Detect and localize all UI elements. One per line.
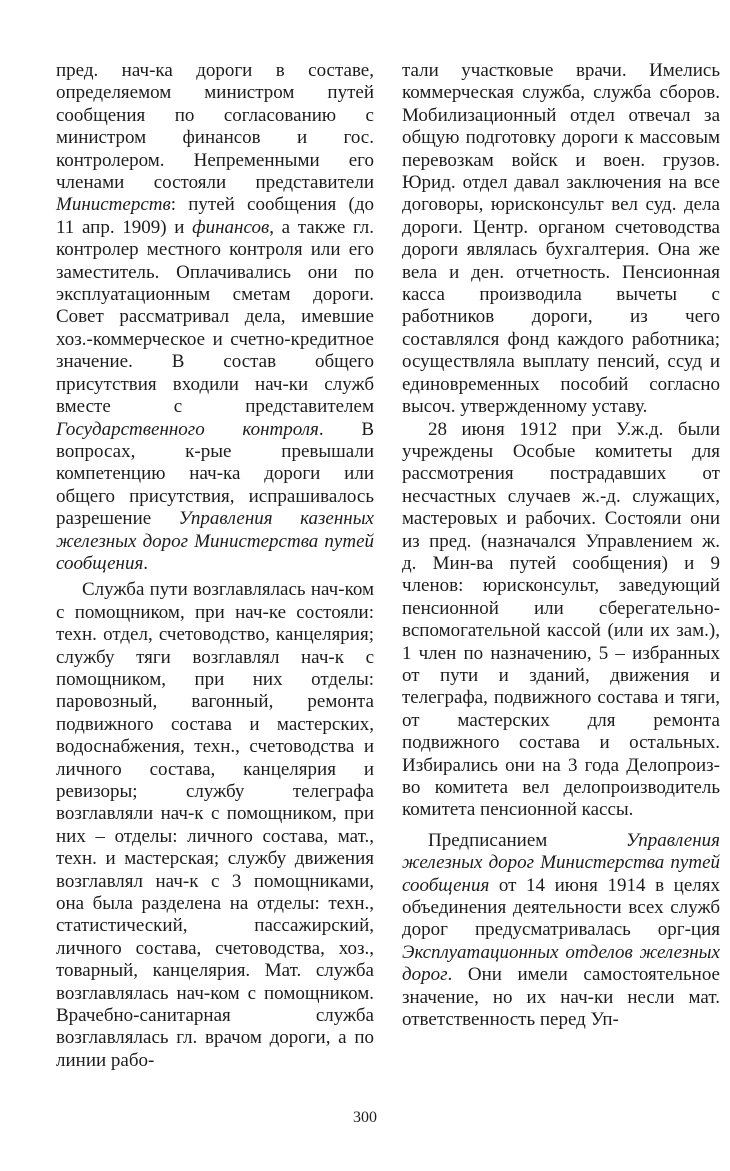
paragraph: [402, 830, 720, 1032]
text-run: Предписанием: [428, 829, 548, 851]
paragraph: [402, 419, 720, 822]
italic-term: финансов: [192, 216, 270, 238]
page-number: 300: [353, 1109, 377, 1126]
italic-term: Управления железных дорог Министерства путей сообщения: [402, 829, 720, 896]
text-run: тали участковые врачи. Имелись коммерческая служба, служба сборов. Мобилизационный отдел отвечал за общую подготовку дороги к массовым перевозкам войск и воен. грузов. Юрид. отдел давал заключения на все договоры, юрисконсульт вел суд. дела дороги. Центр. органом счетоводства дороги являлась бухгалтерия. Она же вела и ден. отчетность. Пенсионная касса производила вычеты с работников дороги, из чего составлялся фонд каждого работника; осуществляла выплату пенсий, ссуд и единовременных пособий согласно высоч. утвержденному уставу.: [402, 60, 720, 418]
paragraph: [402, 60, 720, 419]
left-column: [56, 60, 374, 1072]
italic-term: Эксплуатационных отделов железных дорог: [402, 941, 720, 986]
paragraph: [56, 579, 374, 1072]
text-run: от 14 июня 1914 в целях объединения деятельности всех служб дорог предусматривалась орг-ция: [402, 874, 721, 941]
text-run: : путей сообщения (до 11 апр. 1909) и: [56, 194, 374, 238]
text-run: . Они имели самостоятельное значение, но их нач-ки несли мат. ответственность перед Уп-: [402, 964, 720, 1031]
text-run: . В вопросах, к-рые превышали компетенцию нач-ка дороги или общего присутствия, испрашивалось разрешение: [56, 418, 374, 530]
text-run: .: [143, 552, 149, 574]
italic-term: Управления казенных железных дорог Министерства путей сообщения: [56, 508, 374, 574]
right-column: [402, 60, 720, 1031]
italic-term: Государственного контроля: [56, 418, 319, 440]
text-run: 28 июня 1912 при У.ж.д. были учреждены Особые комитеты для рассмотрения пострадавших от несчастных случаев ж.-д. служащих, мастеровых и рабочих. Состояли они из пред. (назначался Управлением ж. д. Мин-ва путей сообщения) и 9 членов: юрисконсульт, заведующий пенсионной или сберегательно-вспомогательной кассой (или их зам.), 1 член по назначению, 5 – избранных от пути и зданий, движения и телеграфа, подвижного состава и тяги, от мастерских для ремонта подвижного состава и остальных. Избирались они на 3 года Делопроиз-во комитета вел делопроизводитель комитета пенсионной кассы.: [402, 418, 720, 821]
text-run: Служба пути возглавлялась нач-ком с помощником, при нач-ке состояли: техн. отдел, счетоводство, канцелярия; службу тяги возглавлял нач-к с помощником, при них отделы: паровозный, вагонный, ремонта подвижного состава и мастерских, водоснабжения, техн., счетоводства и личного состава, канцелярия и ревизоры; службу телеграфа возглавляли нач-к с помощником, при них – отделы: личного состава, мат., техн. и мастерская; службу движения возглавлял нач-к с 3 помощниками, она была разделена на отделы: техн., статистический, пассажирский, личного состава, счетоводства, хоз., товарный, канцелярия. Мат. служба возглавлялась нач-ком с помощником. Врачебно-санитарная служба возглавлялась гл. врачом дороги, а по линии рабо-: [56, 579, 374, 1071]
text-run: , а также гл. контролер местного контроля или его заместитель. Оплачивались они по эксплуатационным сметам дороги. Совет рассматривал дела, имевшие хоз.-коммерческое и счетно-кредитное значение. В состав общего присутствия входили нач-ки служб вместе с представителем: [56, 216, 375, 418]
text-run: пред. нач-ка дороги в составе, определяемом министром путей сообщения по согласованию с министром финансов и гос. контролером. Непременными его членами состояли представители: [56, 60, 374, 194]
paragraph: [56, 60, 374, 575]
italic-term: Министерств: [56, 194, 171, 216]
